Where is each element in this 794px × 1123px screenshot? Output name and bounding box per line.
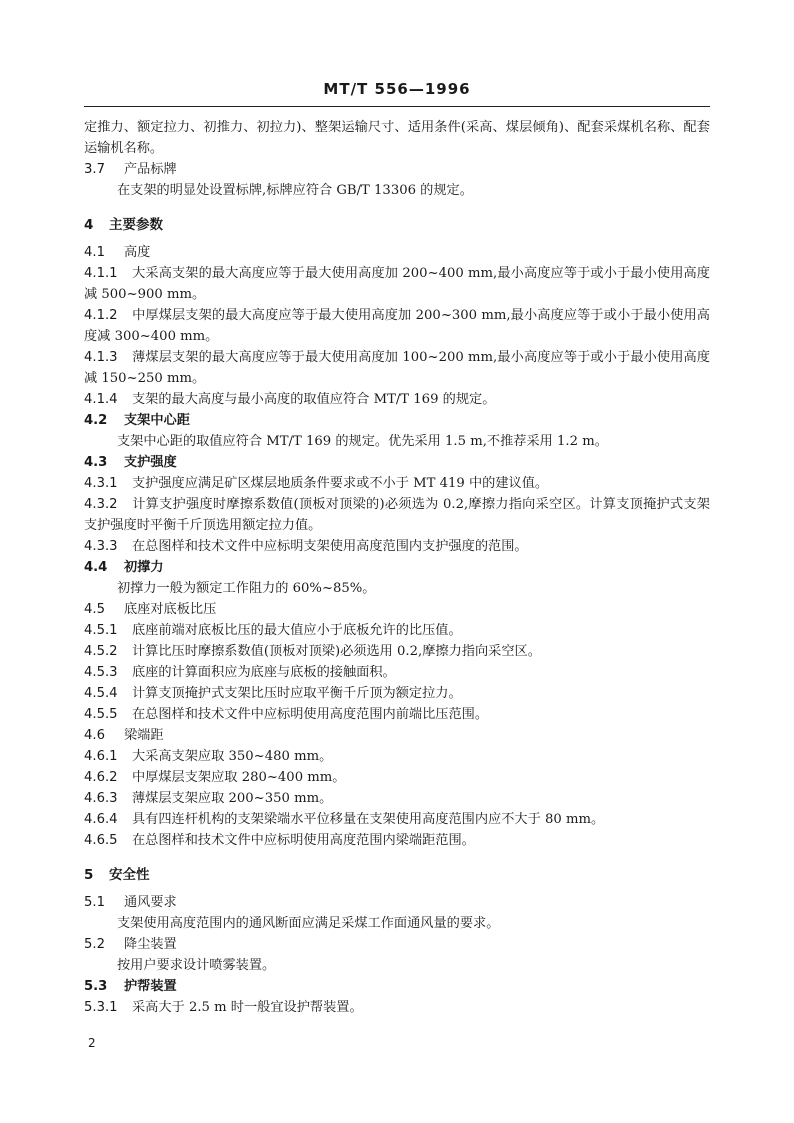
header-rule: [84, 106, 710, 107]
clause-text: 薄煤层支架的最大高度应等于最大使用高度加 100~200 mm,最小高度应等于或小于最小使用高度减 150~250 mm。: [84, 350, 710, 386]
clause-number: 4.5.4: [84, 686, 118, 701]
clause-number: 4.1: [84, 245, 105, 260]
clause-number: 4.1.2: [84, 308, 118, 323]
clause-4-1-3: [84, 347, 710, 389]
clause-number: 5.1: [84, 895, 105, 910]
clause-title: 产品标牌: [124, 162, 177, 177]
clause-4-5-1: [84, 620, 710, 641]
section-number: 4: [84, 217, 94, 233]
clause-number: 4.4: [84, 560, 108, 575]
section-4-heading: [84, 215, 710, 236]
page-number: 2: [88, 1036, 96, 1050]
clause-number: 4.6.5: [84, 833, 118, 848]
clause-text: 大采高支架应取 350~480 mm。: [132, 749, 333, 764]
clause-title: 初撑力: [124, 560, 164, 575]
clause-number: 4.5.2: [84, 644, 118, 659]
paragraph-continuation: 定推力、额定拉力、初推力、初拉力)、整架运输尺寸、适用条件(采高、煤层倾角)、配套采煤机名称、配套运输机名称。: [84, 120, 710, 156]
section-number: 5: [84, 867, 94, 883]
clause-4-3: [84, 452, 710, 473]
clause-text: 在总图样和技术文件中应标明使用高度范围内前端比压范围。: [132, 707, 489, 722]
clause-number: 4.5.1: [84, 623, 118, 638]
clause-number: 4.3.3: [84, 539, 118, 554]
clause-number: 4.2: [84, 413, 108, 428]
clause-number: 4.6.2: [84, 770, 118, 785]
clause-text: 支架使用高度范围内的通风断面应满足采煤工作面通风量的要求。: [117, 916, 500, 931]
clause-4-3-1: [84, 473, 710, 494]
clause-4-5-4: [84, 683, 710, 704]
clause-number: 5.3.1: [84, 1000, 118, 1015]
clause-4-5: [84, 599, 710, 620]
clause-3-7: [84, 159, 710, 180]
clause-4-2: [84, 410, 710, 431]
clause-text: 大采高支架的最大高度应等于最大使用高度加 200~400 mm,最小高度应等于或小于最小使用高度减 500~900 mm。: [84, 266, 710, 302]
clause-5-3-1: [84, 997, 710, 1018]
clause-text: 支护强度应满足矿区煤层地质条件要求或不小于 MT 419 中的建议值。: [132, 476, 549, 491]
clause-text: 在总图样和技术文件中应标明使用高度范围内梁端距范围。: [132, 833, 475, 848]
clause-title: 支护强度: [124, 455, 177, 470]
document-body: [84, 117, 710, 1018]
clause-title: 通风要求: [124, 895, 177, 910]
clause-5-1: [84, 892, 710, 913]
clause-4-5-5: [84, 704, 710, 725]
clause-text: 底座前端对底板比压的最大值应小于底板允许的比压值。: [132, 623, 462, 638]
clause-number: 3.7: [84, 162, 105, 177]
clause-4-1-2: [84, 305, 710, 347]
clause-4-6-4: [84, 809, 710, 830]
clause-title: 高度: [124, 245, 151, 260]
clause-4-5-3: [84, 662, 710, 683]
clause-4-1-1: [84, 263, 710, 305]
clause-4-6: [84, 725, 710, 746]
clause-number: 4.5: [84, 602, 105, 617]
clause-4-5-2: [84, 641, 710, 662]
clause-text: 中厚煤层支架的最大高度应等于最大使用高度加 200~300 mm,最小高度应等于或小于最小使用高度减 300~400 mm。: [84, 308, 710, 344]
clause-4-6-1: [84, 746, 710, 767]
clause-number: 4.3.1: [84, 476, 118, 491]
section-title: 安全性: [109, 867, 150, 883]
clause-number: 4.6: [84, 728, 105, 743]
clause-title: 支架中心距: [124, 413, 190, 428]
clause-text: 底座的计算面积应为底座与底板的接触面积。: [132, 665, 396, 680]
clause-title: 护帮装置: [124, 979, 177, 994]
clause-number: 4.6.3: [84, 791, 118, 806]
clause-number: 4.1.1: [84, 266, 118, 281]
clause-number: 4.3.2: [84, 497, 118, 512]
clause-number: 4.1.3: [84, 350, 118, 365]
clause-4-1: [84, 242, 710, 263]
clause-text: 具有四连杆机构的支架梁端水平位移量在支架使用高度范围内应不大于 80 mm。: [132, 812, 605, 827]
clause-4-3-2: [84, 494, 710, 536]
clause-title: 底座对底板比压: [124, 602, 217, 617]
clause-text: 支架的最大高度与最小高度的取值应符合 MT/T 169 的规定。: [132, 392, 496, 407]
clause-number: 4.5.5: [84, 707, 118, 722]
clause-number: 4.6.1: [84, 749, 118, 764]
clause-4-3-3: [84, 536, 710, 557]
clause-text: 在总图样和技术文件中应标明支架使用高度范围内支护强度的范围。: [132, 539, 528, 554]
clause-text: 按用户要求设计喷雾装置。: [117, 958, 276, 973]
clause-number: 5.2: [84, 937, 105, 952]
clause-4-6-2: [84, 767, 710, 788]
clause-number: 4.3: [84, 455, 108, 470]
clause-text: 计算支顶掩护式支架比压时应取平衡千斤顶为额定拉力。: [132, 686, 462, 701]
clause-title: 降尘装置: [124, 937, 177, 952]
clause-number: 4.6.4: [84, 812, 118, 827]
clause-number: 5.3: [84, 979, 108, 994]
page-header: MT/T 556—1996: [323, 80, 471, 98]
clause-text: 中厚煤层支架应取 280~400 mm。: [132, 770, 346, 785]
clause-4-6-5: [84, 830, 710, 851]
clause-text: 采高大于 2.5 m 时一般宜设护帮装置。: [132, 1000, 363, 1015]
clause-text: 在支架的明显处设置标牌,标牌应符合 GB/T 13306 的规定。: [117, 183, 473, 198]
clause-title: 梁端距: [124, 728, 164, 743]
clause-4-6-3: [84, 788, 710, 809]
clause-4-4: [84, 557, 710, 578]
clause-text: 支架中心距的取值应符合 MT/T 169 的规定。优先采用 1.5 m,不推荐采用 1.2 m。: [117, 434, 608, 449]
clause-text: 薄煤层支架应取 200~350 mm。: [132, 791, 333, 806]
clause-text: 计算支护强度时摩擦系数值(顶板对顶梁的)必须选为 0.2,摩擦力指向采空区。计算支顶掩护式支架支护强度时平衡千斤顶选用额定拉力值。: [84, 497, 710, 533]
clause-5-2: [84, 934, 710, 955]
clause-5-3: [84, 976, 710, 997]
clause-text: 初撑力一般为额定工作阻力的 60%~85%。: [117, 581, 376, 596]
clause-text: 计算比压时摩擦系数值(顶板对顶梁)必须选用 0.2,摩擦力指向采空区。: [132, 644, 541, 659]
section-5-heading: [84, 865, 710, 886]
clause-number: 4.5.3: [84, 665, 118, 680]
clause-4-1-4: [84, 389, 710, 410]
clause-number: 4.1.4: [84, 392, 118, 407]
section-title: 主要参数: [109, 217, 163, 233]
